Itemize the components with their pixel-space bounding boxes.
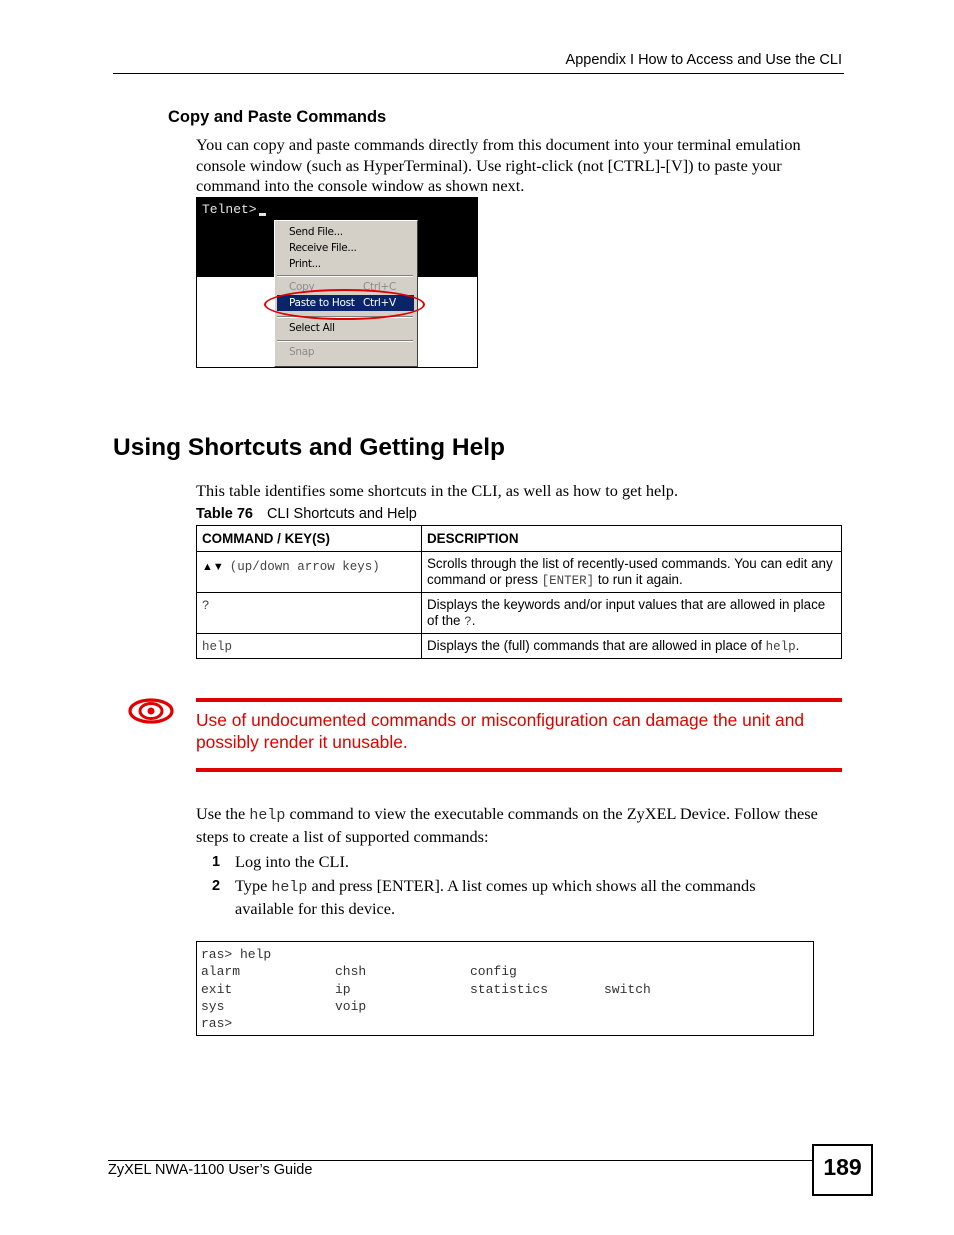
warning-rule-top [196, 698, 842, 702]
warning-rule-bottom [196, 768, 842, 772]
table-header: DESCRIPTION [422, 526, 842, 552]
menu-item-print: Print... [289, 258, 321, 270]
menu-item-copy: Copy [289, 281, 315, 293]
console-cursor [259, 213, 266, 216]
warning-text: Use of undocumented commands or misconfiguration can damage the unit and possibly render it unusable. [196, 710, 805, 752]
table-caption-label: Table 76 [196, 506, 253, 522]
code-command: exit [201, 982, 233, 997]
step-command-code: help [271, 879, 308, 896]
step-text-part: Log into the CLI. [235, 852, 349, 871]
copy-paste-paragraph: You can copy and paste commands directly from this document into your terminal emulation console window (such as HyperTerminal). Use right-click (not [CTRL]-[V]) to paste your command into the console window as shown next. [196, 135, 801, 195]
up-down-arrow-icon: ▲▼ [202, 561, 224, 573]
menu-item-receive-file: Receive File... [289, 242, 357, 254]
console-prompt: Telnet> [202, 202, 257, 217]
step-text [235, 852, 815, 873]
table-cell-command [197, 552, 422, 593]
step-text [235, 876, 815, 919]
footer-rule [108, 1160, 812, 1161]
footer-guide-title: ZyXEL NWA-1100 User’s Guide [108, 1162, 313, 1178]
page-number-box [812, 1144, 873, 1196]
header-rule [113, 73, 844, 74]
table-header-row [197, 526, 842, 552]
code-command: config [470, 964, 517, 979]
code-line: ras> help [201, 947, 272, 962]
table-cell-command [197, 634, 422, 659]
menu-item-send-file: Send File... [289, 226, 343, 238]
menu-separator [277, 275, 413, 277]
command-text: ? [202, 599, 210, 613]
highlight-ellipse [264, 289, 425, 320]
menu-item-select-all: Select All [289, 322, 335, 334]
eye-warning-icon [128, 697, 176, 725]
code-command: ip [335, 982, 351, 997]
table-caption [196, 506, 417, 522]
description-text: Displays the (full) commands that are allowed in place of [427, 638, 766, 653]
description-text: . [795, 638, 800, 653]
description-code: [ENTER] [541, 574, 595, 588]
copy-paste-heading: Copy and Paste Commands [168, 108, 387, 126]
description-text: . [471, 613, 476, 628]
description-text: to run it again. [594, 572, 683, 587]
menu-item-snap: Snap [289, 346, 315, 358]
description-code: ? [464, 615, 472, 629]
code-command: chsh [335, 964, 367, 979]
command-text: help [202, 640, 233, 654]
code-command: alarm [201, 964, 241, 979]
step-text-part: Type [235, 876, 272, 895]
table-caption-title: CLI Shortcuts and Help [266, 506, 417, 522]
section-heading: Using Shortcuts and Getting Help [113, 434, 506, 461]
description-text: Scrolls through the list of recently-used commands. You can edit any command or press [427, 556, 833, 587]
menu-item-paste-shortcut: Ctrl+V [363, 297, 396, 309]
page-number: 189 [823, 1154, 862, 1180]
table-row [197, 552, 842, 593]
section-intro: This table identifies some shortcuts in the CLI, as well as how to get help. [196, 481, 679, 500]
table-cell-description [422, 593, 842, 634]
table-header: COMMAND / KEY(S) [197, 526, 422, 552]
description-code: help [765, 640, 796, 654]
menu-item-copy-shortcut: Ctrl+C [363, 281, 397, 293]
help-paragraph-text: command to view the executable commands on the ZyXEL Device. Follow these steps to create a list of supported commands: [196, 804, 818, 846]
description-text: Displays the keywords and/or input values that are allowed in place of the [427, 597, 826, 628]
code-line: ras> [201, 1016, 233, 1031]
menu-item-paste-to-host: Paste to Host [289, 297, 355, 309]
running-header: Appendix I How to Access and Use the CLI [565, 52, 842, 68]
table-row [197, 634, 842, 659]
help-command-code: help [249, 807, 286, 824]
help-paragraph-text: Use the [196, 804, 250, 823]
step-text-part: and press [ENTER]. A list comes up which shows all the commands available for this device. [235, 876, 756, 918]
step-number: 2 [212, 878, 221, 894]
table-row [197, 593, 842, 634]
menu-separator [277, 340, 413, 342]
table-cell-command [197, 593, 422, 634]
help-paragraph [196, 804, 836, 847]
code-command: sys [201, 999, 225, 1014]
step-number: 1 [212, 854, 221, 870]
command-text: (up/down arrow keys) [229, 560, 380, 574]
code-command: switch [604, 982, 651, 997]
console-screenshot [196, 197, 478, 368]
table-cell-description [422, 634, 842, 659]
cli-shortcuts-table [196, 525, 842, 659]
table-cell-description [422, 552, 842, 593]
cli-output-box [196, 941, 814, 1036]
code-command: voip [335, 999, 367, 1014]
code-command: statistics [470, 982, 549, 997]
